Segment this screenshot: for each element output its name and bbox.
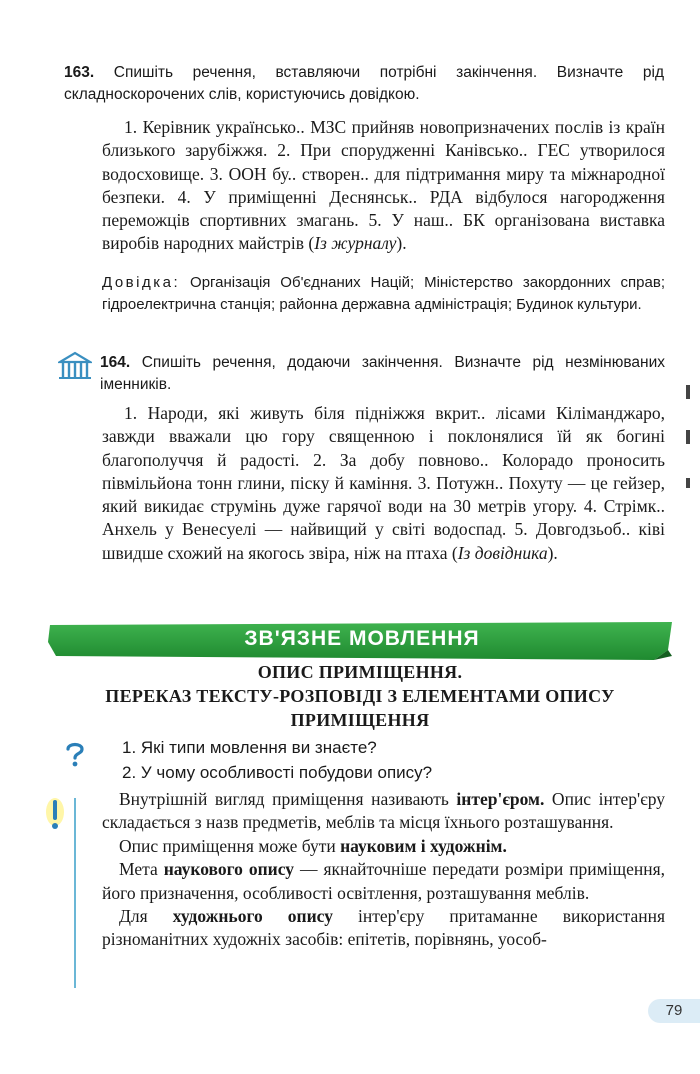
exercise-163-source: Із журналу: [314, 233, 397, 254]
text-span: Для: [119, 906, 173, 927]
topic-title-line-1: ОПИС ПРИМІЩЕННЯ.: [257, 662, 463, 682]
exercise-163-number: 163.: [64, 64, 95, 81]
theory-text: [102, 788, 665, 952]
term-interior: інтер'єром.: [456, 789, 545, 809]
theory-paragraph: [102, 788, 665, 835]
home-task-icon: [58, 350, 92, 380]
hint-text: Організація Об'єднаних Націй; Міністерство закордонних справ; гідроелектрична станція; районна державна адміністрація; Будинок культури.: [102, 274, 665, 313]
term-kinds: науковим і художнім.: [340, 835, 507, 856]
exercise-163-instruction: [64, 62, 664, 106]
text-span: Опис приміщення може бути: [119, 835, 341, 856]
exercise-163-sentences: 1. Керівник українсько.. МЗС прийняв новопризначених послів із країн близького зарубіжжя. 2. При спорудженні Канівсько.. ГЕС утворилося водосховище. 3. ООН бу.. створен.. для підтримання миру та міжнародної безпеки. 4. У приміщенні Деснянськ.. РДА відбулося нагородження переможців спортивних змагань. 5. У наш.. БК організована виставка виробів народних майстрів (: [102, 117, 665, 254]
margin-mark: [686, 478, 690, 488]
hint-label: Довідка:: [102, 274, 181, 291]
term-artistic: художнього опису: [172, 906, 333, 927]
theory-side-line: [74, 798, 76, 988]
question-item: 2. У чому особливості побудови опису?: [122, 762, 433, 782]
margin-mark: [686, 430, 690, 444]
exercise-163-instruction-text: Спишіть речення, вставляючи потрібні закінчення. Визначте рід складноскорочених слів, користуючись довідкою.: [64, 64, 664, 103]
exercise-163-source-end: ).: [396, 233, 407, 254]
text-span: Опис інтер'єру складається з назв предметів, меблів та місця їхнього розташування.: [102, 789, 665, 833]
exercise-164-instruction-text: Спишіть речення, додаючи закінчення. Визначте рід незмінюваних іменників.: [100, 354, 665, 393]
exercise-164-source: Із довідника: [457, 542, 548, 563]
exercise-163-hint: [102, 272, 665, 316]
text-span: — якнайточніше передати розміри приміщення, його призначення, особливості освітлення, розташування меблів.: [102, 859, 666, 903]
topic-title-line-2: ПЕРЕКАЗ ТЕКСТУ-РОЗПОВІДІ З ЕЛЕМЕНТАМИ ОПИСУ: [105, 686, 615, 706]
exercise-163-text: [102, 116, 665, 256]
text-span: інтер'єру притаманне використання різноманітних художніх засобів: епітетів, порівнянь, уособ-: [102, 906, 666, 950]
exercise-164-sentences: 1. Народи, які живуть біля підніжжя вкрит.. лісами Кіліманджаро, завжди вважали цю гору священною і поклонялися їй як богині благополуччя й радості. 2. За добу повново.. Колорадо проносить півмільйона тонн глини, піску й каміння. 3. Потужн.. Похуту — це гейзер, який викидає струмінь дуже гарячої води на 30 метрів угору. 4. Стрімк.. Анхель у Венесуелі — найвищий у світі водоспад. 5. Довгодзьоб.. ківі швидше схожий на якогось звіра, ніж на птаха (: [102, 403, 665, 563]
question-item: 1. Які типи мовлення ви знаєте?: [122, 738, 377, 757]
exercise-164-instruction: [100, 352, 665, 396]
exercise-164-source-end: ).: [547, 542, 558, 563]
exercise-164-number: 164.: [100, 354, 131, 371]
theory-paragraph: [102, 835, 665, 858]
term-scientific: наукового опису: [163, 859, 295, 880]
text-span: Мета: [119, 859, 164, 880]
important-info-icon: [44, 796, 66, 832]
theory-paragraph: [102, 905, 665, 952]
section-banner-title: ЗВ'ЯЗНЕ МОВЛЕННЯ: [244, 627, 480, 650]
topic-title-line-3: ПРИМІЩЕННЯ: [290, 710, 430, 730]
review-questions: [122, 736, 642, 785]
question-icon: [64, 741, 86, 767]
page-number: 79: [665, 1002, 683, 1019]
margin-mark: [686, 385, 690, 399]
theory-paragraph: [102, 858, 665, 905]
exercise-164-text: [102, 402, 665, 565]
text-span: Внутрішній вигляд приміщення називають: [119, 789, 457, 809]
